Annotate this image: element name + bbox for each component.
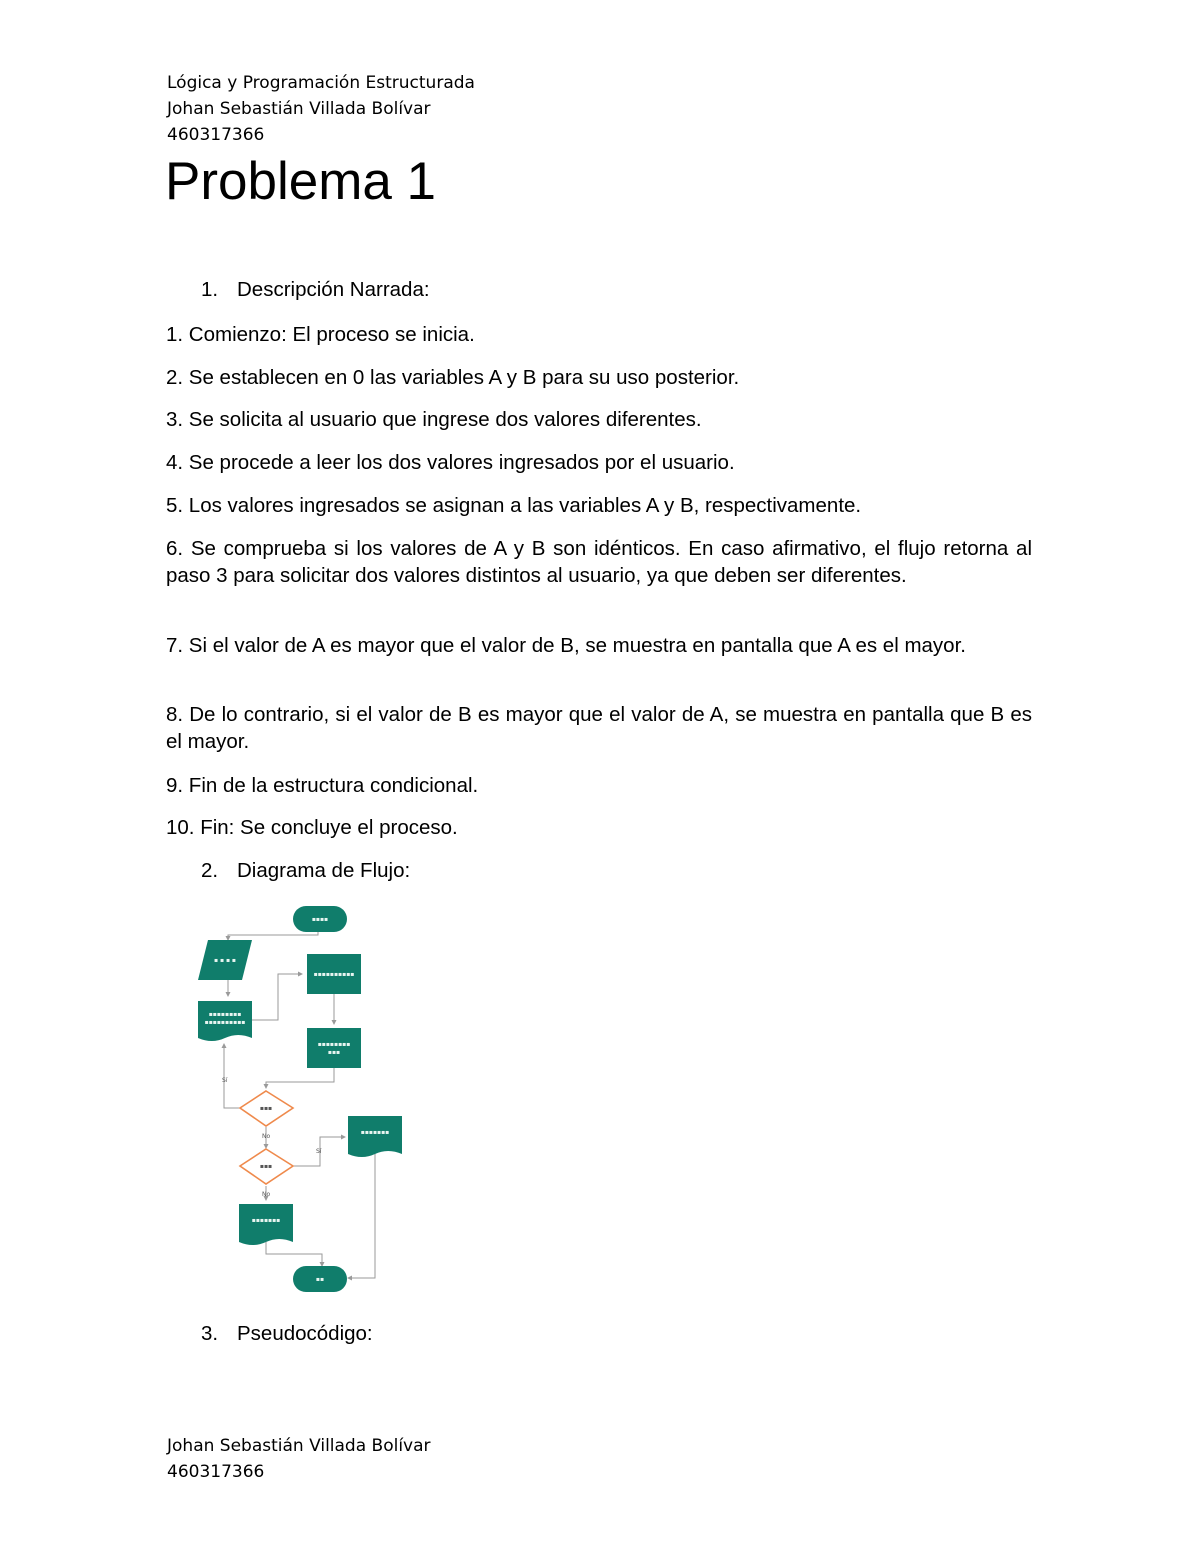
section-label: Diagrama de Flujo:	[237, 859, 411, 882]
step-7: 7. Si el valor de A es mayor que el valor de B, se muestra en pantalla que A es el mayor.	[166, 634, 966, 657]
step-8: 8. De lo contrario, si el valor de B es mayor que el valor de A, se muestra en pantalla que B es el mayor.	[166, 703, 1032, 753]
start-terminal-text: ▪▪▪▪	[311, 916, 329, 923]
output-b-text: ▪▪▪▪▪▪▪	[251, 1217, 281, 1224]
course-name: Lógica y Programación Estructurada	[167, 73, 475, 93]
flowchart-diagram	[190, 898, 420, 1298]
section-heading-flowchart	[201, 857, 410, 884]
document-header	[167, 70, 475, 148]
input-text: ▪ ▪ ▪ ▪	[214, 957, 236, 964]
step-9: 9. Fin de la estructura condicional.	[166, 774, 479, 797]
flow-label-yes-2: Sí	[316, 1148, 322, 1155]
step-4: 4. Se procede a leer los dos valores ingresados por el usuario.	[166, 451, 735, 474]
student-id: 460317366	[167, 125, 265, 145]
step-3: 3. Se solicita al usuario que ingrese dos valores diferentes.	[166, 408, 702, 431]
assign-process-text-2: ▪▪▪	[327, 1049, 341, 1056]
init-process-text: ▪▪▪▪▪▪▪▪▪▪	[313, 971, 355, 978]
author-name: Johan Sebastián Villada Bolívar	[167, 99, 431, 119]
assign-process-text-1: ▪▪▪▪▪▪▪▪	[317, 1041, 351, 1048]
step-1: 1. Comienzo: El proceso se inicia.	[166, 323, 475, 346]
decision-greater-text: ▪▪▪	[259, 1163, 273, 1170]
section-number: 3.	[201, 1322, 219, 1345]
assign-process-box	[307, 1028, 361, 1068]
flow-label-no-2: No	[262, 1191, 271, 1198]
section-heading-narrative	[201, 276, 430, 303]
page-title: Problema 1	[165, 152, 437, 211]
decision-equal-text: ▪▪▪	[259, 1105, 273, 1112]
step-6: 6. Se comprueba si los valores de A y B son idénticos. En caso afirmativo, el flujo retorna al paso 3 para solicitar dos valores distintos al usuario, ya que deben ser diferentes.	[166, 537, 1032, 587]
step-2: 2. Se establecen en 0 las variables A y B para su uso posterior.	[166, 366, 740, 389]
section-number: 1.	[201, 278, 219, 301]
footer-author: Johan Sebastián Villada Bolívar	[167, 1436, 431, 1456]
flow-label-no-1: No	[262, 1133, 271, 1140]
display-text-line-1: ▪▪▪▪▪▪▪▪	[208, 1011, 242, 1018]
end-terminal-text: ▪▪	[315, 1276, 325, 1283]
section-number: 2.	[201, 859, 219, 882]
flow-label-yes-1: Sí	[222, 1077, 228, 1084]
output-b-document-shape	[239, 1204, 293, 1245]
section-label: Descripción Narrada:	[237, 278, 430, 301]
section-heading-pseudocode	[201, 1320, 373, 1347]
step-5: 5. Los valores ingresados se asignan a las variables A y B, respectivamente.	[166, 494, 862, 517]
step-10: 10. Fin: Se concluye el proceso.	[166, 816, 458, 839]
display-text-line-2: ▪▪▪▪▪▪▪▪▪▪	[204, 1019, 246, 1026]
output-a-document-shape	[348, 1116, 402, 1157]
section-label: Pseudocódigo:	[237, 1322, 373, 1345]
footer-student-id: 460317366	[167, 1462, 265, 1482]
output-a-text: ▪▪▪▪▪▪▪	[360, 1129, 390, 1136]
document-footer	[167, 1433, 431, 1485]
